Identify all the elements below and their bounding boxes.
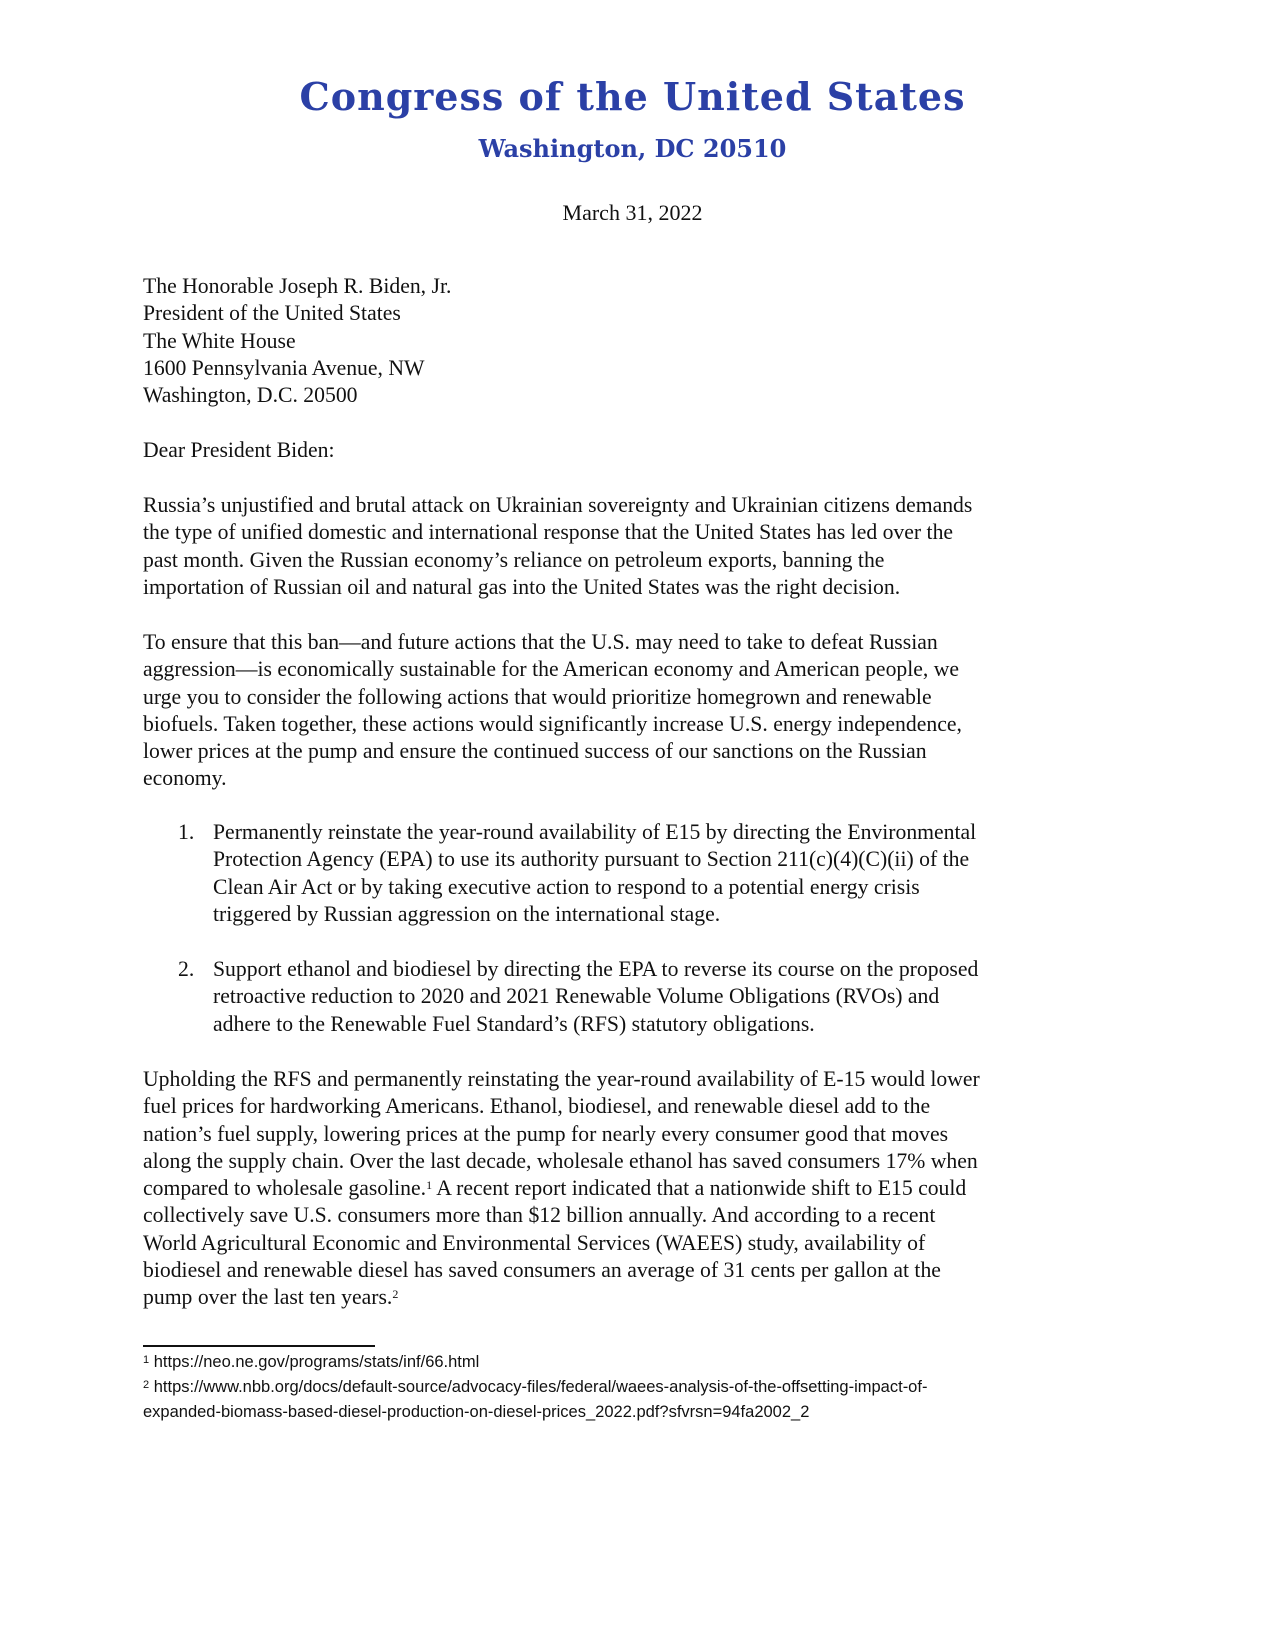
text-line: nation’s fuel supply, lowering prices at the pump for nearly every consumer good that moves bbox=[143, 1121, 949, 1146]
text-line: pump over the last ten years.$^2$ bbox=[143, 1285, 399, 1310]
paragraph-3 bbox=[143, 1066, 980, 1312]
text-line: To ensure that this ban—and future actions that the U.S. may need to take to defeat Russian bbox=[143, 630, 938, 654]
footnote-divider bbox=[143, 1345, 375, 1347]
list-number: 2. bbox=[178, 957, 195, 981]
text-line: biofuels. Taken together, these actions would significantly increase U.S. energy independence, bbox=[143, 711, 962, 736]
text-line: past month. Given the Russian economy’s reliance on petroleum exports, banning the bbox=[143, 547, 885, 572]
text-line: urge you to consider the following actions that would prioritize homegrown and renewable bbox=[143, 684, 932, 709]
footnote-line bbox=[143, 1400, 927, 1425]
text-line: importation of Russian oil and natural gas into the United States was the right decision. bbox=[143, 574, 901, 599]
text-line: Upholding the RFS and permanently reinstating the year-round availability of E-15 would lower bbox=[143, 1067, 980, 1091]
footnote-link[interactable]: https://www.nbb.org/docs/default-source/advocacy-files/federal/waees-analysis-of-the-offsetting-impact-of- bbox=[153, 1378, 928, 1396]
text-line: Protection Agency (EPA) to use its authority pursuant to Section 211(c)(4)(C)(ii) of the bbox=[213, 847, 970, 872]
text-line: biodiesel and renewable diesel has saved consumers an average of 31 cents per gallon at the bbox=[143, 1258, 941, 1283]
letter-date: March 31, 2022 bbox=[562, 200, 703, 225]
footnotes bbox=[143, 1350, 927, 1425]
salutation: Dear President Biden: bbox=[143, 438, 335, 462]
footnote-link[interactable]: https://neo.ne.gov/programs/stats/inf/66.html bbox=[153, 1353, 480, 1371]
list-number: 1. bbox=[178, 820, 195, 844]
footnote-ref: 1 bbox=[426, 1178, 433, 1193]
text-line: compared to wholesale gasoline.$^1$ A recent report indicated that a nationwide shift to E15 could bbox=[143, 1176, 967, 1201]
footnote-link[interactable]: expanded-biomass-based-diesel-production-on-diesel-prices_2022.pdf?sfvrsn=94fa2002_2 bbox=[143, 1403, 810, 1421]
recipient-address bbox=[143, 273, 451, 409]
letterhead-address: Washington, DC 20510 bbox=[478, 134, 787, 163]
text-line: retroactive reduction to 2020 and 2021 Renewable Volume Obligations (RVOs) and bbox=[213, 984, 940, 1009]
text-line: aggression—is economically sustainable for the American economy and American people, we bbox=[143, 657, 960, 682]
text-line: economy. bbox=[143, 766, 227, 791]
text-line: Russia’s unjustified and brutal attack on Ukrainian sovereignty and Ukrainian citizens demands bbox=[143, 493, 973, 517]
text-line: Support ethanol and biodiesel by directing the EPA to reverse its course on the proposed bbox=[213, 957, 979, 981]
text-line: Clean Air Act or by taking executive action to respond to a potential energy crisis bbox=[213, 874, 920, 899]
text-line: World Agricultural Economic and Environmental Services (WAEES) study, availability of bbox=[143, 1230, 926, 1255]
text-line: triggered by Russian aggression on the international stage. bbox=[213, 901, 721, 926]
paragraph-1 bbox=[143, 492, 972, 601]
recipient-line: The Honorable Joseph R. Biden, Jr. bbox=[143, 274, 452, 298]
footnote-ref: 2 bbox=[392, 1287, 399, 1302]
recipient-line: 1600 Pennsylvania Avenue, NW bbox=[143, 355, 425, 380]
footnote-mark: 2 bbox=[143, 1379, 150, 1391]
text-line: lower prices at the pump and ensure the continued success of our sanctions on the Russian bbox=[143, 739, 927, 764]
text-line: the type of unified domestic and international response that the United States has led over the bbox=[143, 520, 954, 545]
letterhead-title: Congress of the United States bbox=[299, 74, 966, 119]
paragraph-2 bbox=[143, 629, 962, 793]
text-line: adhere to the Renewable Fuel Standard’s (RFS) statutory obligations. bbox=[213, 1011, 815, 1036]
text-line: fuel prices for hardworking Americans. Ethanol, biodiesel, and renewable diesel add to the bbox=[143, 1094, 931, 1119]
footnote-line bbox=[143, 1350, 927, 1375]
recipient-line: Washington, D.C. 20500 bbox=[143, 383, 358, 408]
footnote-mark: 1 bbox=[143, 1354, 150, 1366]
text-line: collectively save U.S. consumers more than $12 billion annually. And according to a recent bbox=[143, 1203, 936, 1228]
list-item-2 bbox=[213, 956, 978, 1038]
recipient-line: President of the United States bbox=[143, 301, 401, 326]
footnote-line bbox=[143, 1375, 927, 1400]
recipient-line: The White House bbox=[143, 328, 296, 353]
text-line: along the supply chain. Over the last decade, wholesale ethanol has saved consumers 17% when bbox=[143, 1148, 978, 1173]
text-line: Permanently reinstate the year-round availability of E15 by directing the Environmental bbox=[213, 820, 977, 844]
list-item-1 bbox=[213, 819, 976, 928]
